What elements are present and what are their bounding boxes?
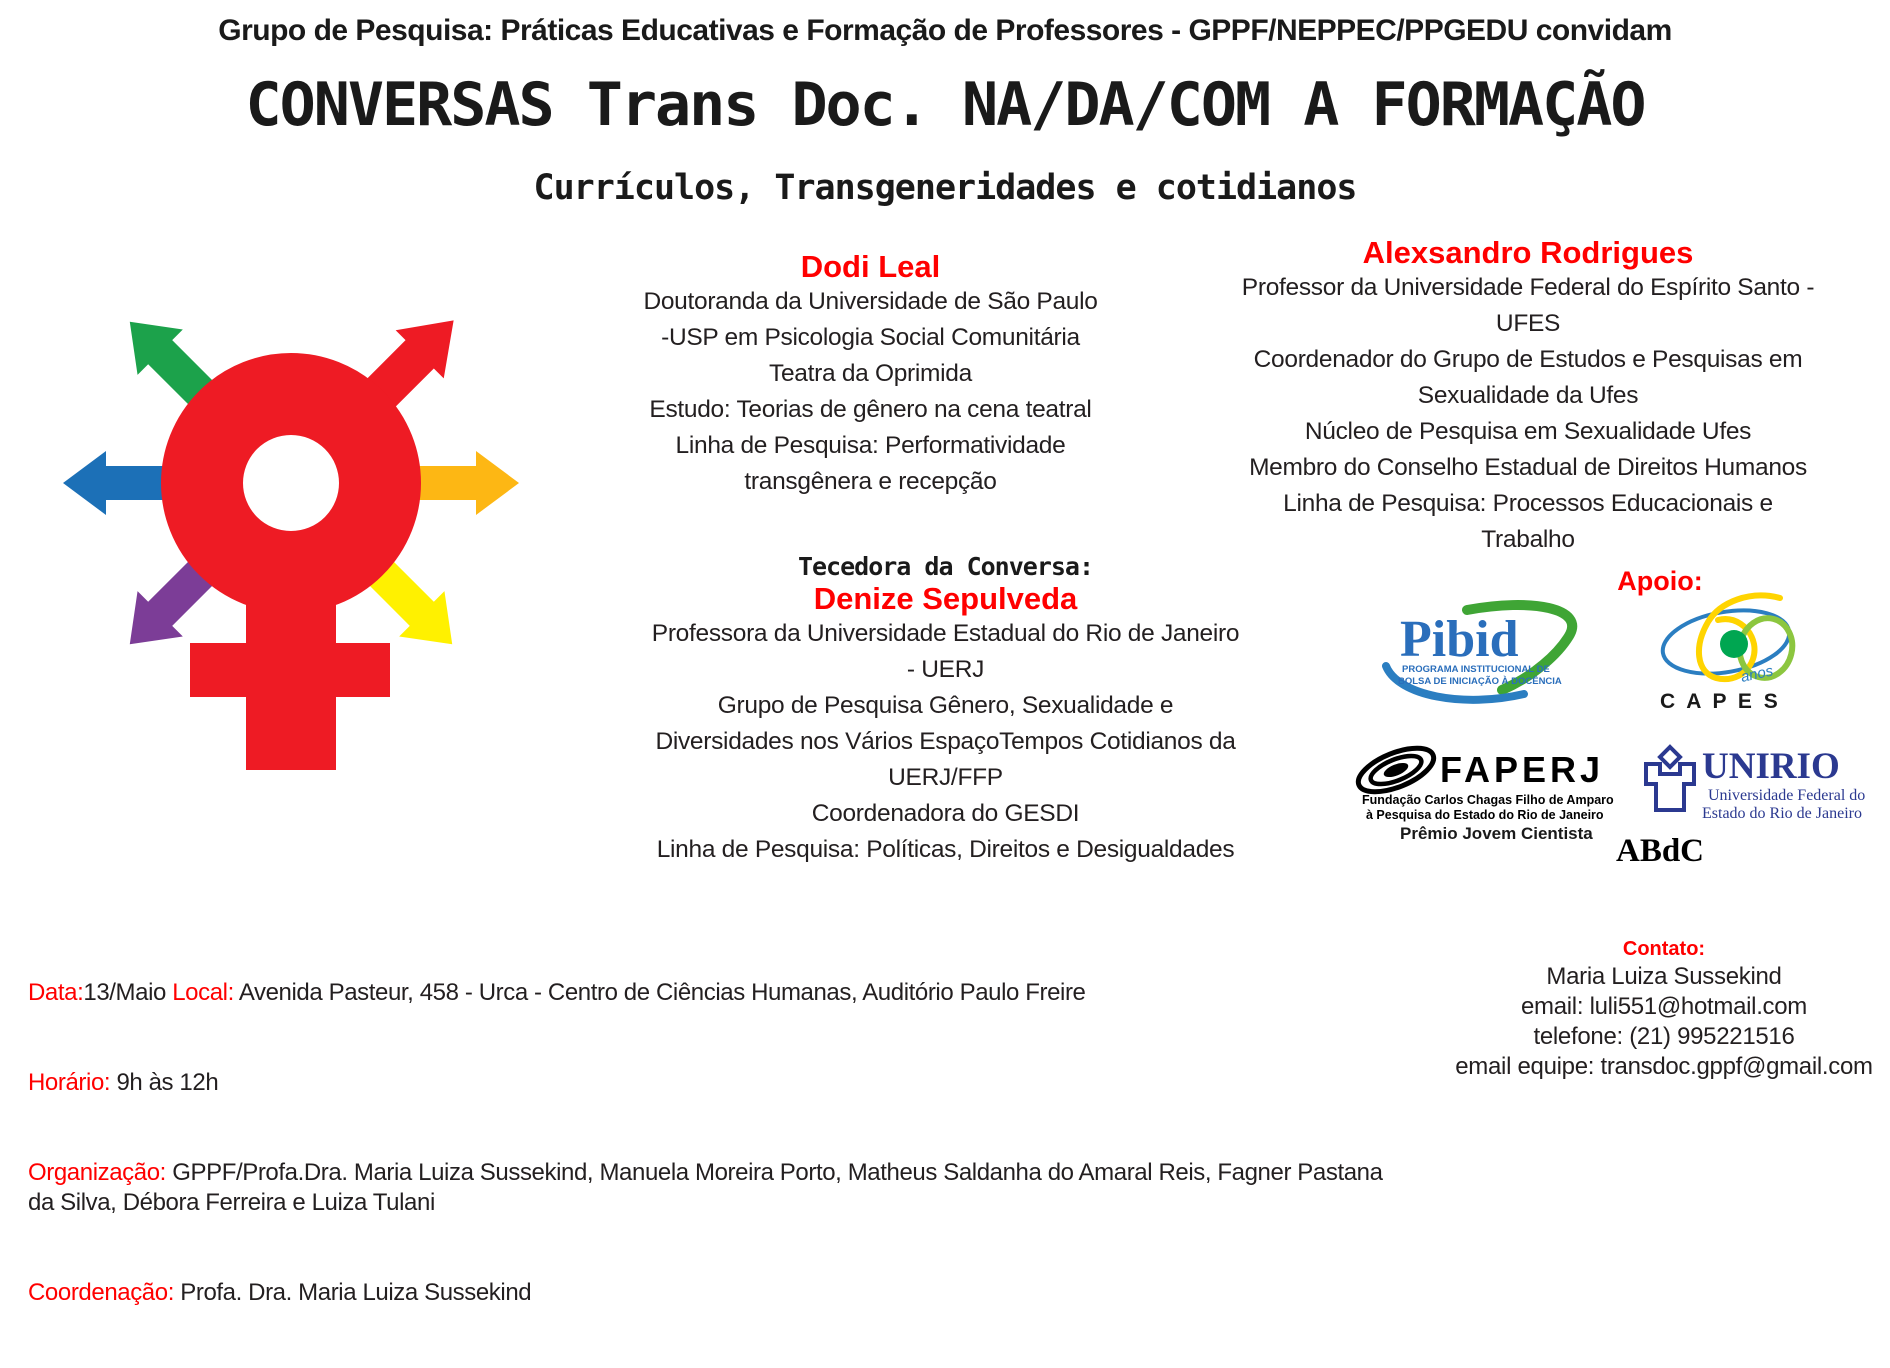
speaker-bio-line: Doutoranda da Universidade de São Paulo [643, 288, 1098, 315]
speaker-alexsandro-rodrigues [1193, 236, 1863, 558]
unirio-mark-icon [1646, 747, 1694, 810]
speaker-name: Denize Sepulveda [813, 581, 1078, 616]
contact-phone: telefone: (21) 995221516 [1533, 1023, 1795, 1050]
speaker-bio-line: transgênera e recepção [744, 468, 997, 495]
speaker-name: Alexsandro Rodrigues [1362, 235, 1694, 270]
speaker-role-label: Tecedora da Conversa: [797, 552, 1094, 581]
speaker-bio-line: Estudo: Teorias de gênero na cena teatral [649, 396, 1092, 423]
speaker-name: Dodi Leal [800, 249, 941, 284]
symbol-ring-icon [202, 394, 380, 572]
page-title: CONVERSAS Trans Doc. NA/DA/COM A FORMAÇÃO [245, 70, 1645, 140]
contact-team-email: email equipe: transdoc.gppf@gmail.com [1455, 1053, 1873, 1080]
unirio-wordmark: UNIRIO [1702, 746, 1840, 787]
symbol-cross-horizontal [190, 643, 390, 697]
pibid-wordmark: Pibid [1400, 611, 1519, 668]
research-group-invite-line: Grupo de Pesquisa: Práticas Educativas e Formação de Professores - GPPF/NEPPEC/PPGEDU convidam [218, 14, 1672, 47]
speaker-bio-line: UERJ/FFP [888, 764, 1003, 791]
speaker-bio-line: Linha de Pesquisa: Políticas, Direitos e Desigualdades [656, 836, 1235, 863]
speaker-bio-line: -USP em Psicologia Social Comunitária [661, 324, 1080, 351]
speaker-bio-line: Linha de Pesquisa: Performatividade [675, 432, 1066, 459]
faperj-logo [1348, 744, 1633, 842]
coordenacao-value: Profa. Dra. Maria Luiza Sussekind [173, 1279, 532, 1306]
local-value: Avenida Pasteur, 458 - Urca - Centro de Ciências Humanas, Auditório Paulo Freire [233, 979, 1086, 1006]
pibid-logo [1372, 600, 1602, 712]
detail-row-horario [28, 1068, 1388, 1098]
faperj-caption-line2: à Pesquisa do Estado do Rio de Janeiro [1366, 808, 1604, 822]
coordenacao-label: Coordenação: [28, 1279, 174, 1306]
organizacao-value: GPPF/Profa.Dra. Maria Luiza Sussekind, Manuela Moreira Porto, Matheus Saldanha do Amaral Reis, Fagner Pastana da Silva, Débora Ferreira e Luiza Tulani [28, 1159, 1389, 1216]
trans-symbol-graphic [38, 258, 658, 898]
speaker-bio-line: Professor da Universidade Federal do Espírito Santo - [1241, 274, 1815, 301]
local-label: Local: [172, 979, 234, 1006]
contact-email: email: luli551@hotmail.com [1520, 993, 1807, 1020]
page-subtitle: Currículos, Transgeneridades e cotidianos [533, 168, 1357, 208]
speaker-bio-line: Núcleo de Pesquisa em Sexualidade Ufes [1304, 418, 1752, 445]
pibid-caption-line2: BOLSA DE INICIAÇÃO À DOCÊNCIA [1398, 676, 1562, 687]
detail-row-coordenacao [28, 1278, 1388, 1308]
contact-heading: Contato: [1622, 938, 1706, 960]
unirio-caption-line1: Universidade Federal do [1708, 787, 1866, 804]
contact-person: Maria Luiza Sussekind [1546, 963, 1782, 990]
abdc-logo: ABdC [1615, 833, 1705, 869]
capes-wordmark: C A P E S [1660, 690, 1781, 713]
speaker-bio-line: Sexualidade da Ufes [1417, 382, 1639, 409]
pibid-caption-line1: PROGRAMA INSTITUCIONAL DE [1402, 664, 1550, 675]
speaker-bio-line: Grupo de Pesquisa Gênero, Sexualidade e [717, 692, 1174, 719]
faperj-caption-line1: Fundação Carlos Chagas Filho de Amparo [1362, 793, 1614, 807]
speaker-bio-line: Professora da Universidade Estadual do Rio de Janeiro [651, 620, 1240, 647]
capes-anos-label: anos [1739, 662, 1775, 686]
capes-green-dot-icon [1720, 630, 1748, 658]
unirio-caption-line2: Estado do Rio de Janeiro [1702, 805, 1862, 822]
speaker-bio-line: - UERJ [906, 656, 985, 683]
faperj-wordmark: FAPERJ [1440, 749, 1605, 790]
faperj-prize-label: Prêmio Jovem Cientista [1400, 824, 1593, 843]
speaker-dodi-leal [598, 250, 1143, 500]
capes-logo [1642, 586, 1810, 716]
horario-label: Horário: [28, 1069, 111, 1096]
speaker-bio-line: Diversidades nos Vários EspaçoTempos Cotidianos da [655, 728, 1236, 755]
speaker-bio-line: Coordenadora do GESDI [811, 800, 1080, 827]
speaker-bio-line: Linha de Pesquisa: Processos Educacionais e [1283, 490, 1773, 517]
speaker-bio-line: Trabalho [1481, 526, 1575, 553]
faperj-spiral-icon [1353, 739, 1440, 800]
contact-block [1438, 936, 1890, 1082]
unirio-logo [1640, 744, 1866, 826]
organizacao-label: Organização: [28, 1159, 166, 1186]
speaker-bio-line: Membro do Conselho Estadual de Direitos Humanos [1249, 454, 1807, 481]
speaker-denize-sepulveda [578, 552, 1313, 868]
speaker-bio-line: Coordenador do Grupo de Estudos e Pesquisas em [1253, 346, 1803, 373]
event-details [28, 918, 1388, 1368]
apoio-heading: Apoio: [1617, 566, 1703, 596]
detail-row-data-local [28, 978, 1388, 1008]
speaker-bio-line: UFES [1495, 310, 1561, 337]
data-label: Data: [28, 979, 84, 1006]
horario-value: 9h às 12h [110, 1069, 219, 1096]
detail-row-organizacao [28, 1158, 1388, 1218]
speaker-bio-line: Teatra da Oprimida [769, 360, 972, 387]
data-value: 13/Maio [83, 979, 173, 1006]
